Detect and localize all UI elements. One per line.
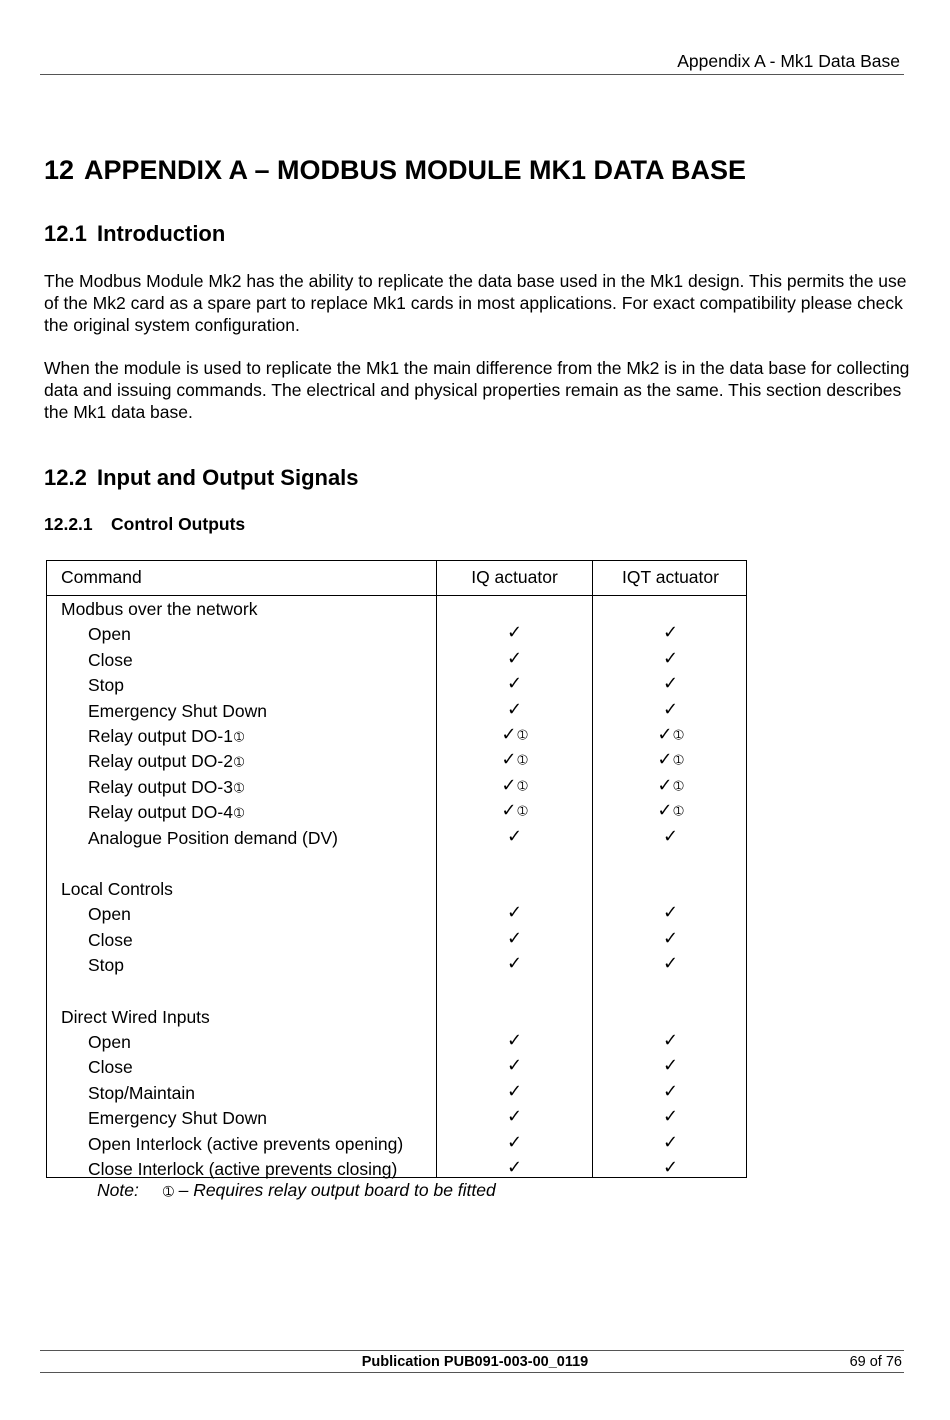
iqt-support-mark — [593, 902, 748, 923]
table-row — [47, 1157, 746, 1182]
command-text: Relay output DO-3 — [88, 776, 233, 797]
iq-support-mark — [437, 953, 592, 974]
section-title: Input and Output Signals — [97, 465, 359, 490]
footnote-marker: ➀ — [673, 753, 684, 768]
command-text: Emergency Shut Down — [88, 700, 267, 721]
subsection-title: Control Outputs — [111, 514, 246, 534]
check-icon: ✓ — [501, 749, 517, 771]
footnote-marker: ➀ — [233, 730, 244, 744]
iq-support-mark — [437, 699, 592, 720]
iq-support-mark — [437, 800, 592, 821]
footnote-marker: ➀ — [673, 728, 684, 742]
command-label — [88, 777, 244, 798]
iq-support-mark — [437, 1106, 592, 1127]
iqt-support-mark — [593, 1081, 748, 1102]
check-icon: ✓ — [506, 698, 523, 720]
check-icon: ✓ — [662, 622, 679, 644]
command-text: Relay output DO-1 — [88, 726, 233, 746]
command-label — [88, 904, 131, 925]
iqt-support-mark — [593, 1106, 748, 1127]
iqt-support-mark — [593, 1055, 748, 1076]
table-group-row — [47, 1005, 746, 1030]
subsection-heading — [44, 514, 245, 535]
iqt-support-mark — [593, 648, 748, 669]
check-icon: ✓ — [662, 1131, 679, 1153]
iq-support-mark — [437, 775, 592, 796]
section-heading-introduction — [44, 221, 225, 247]
table-row — [47, 953, 746, 978]
footnote-marker: ➀ — [233, 780, 244, 795]
intro-paragraph-2: When the module is used to replicate the Mk1 the main difference from the Mk2 is in the data base for collecting data and issuing commands. The electrical and physical properties remain as the same. This section describes the Mk1 data base. — [44, 358, 910, 422]
header-divider — [47, 595, 746, 596]
footnote-marker: ➀ — [673, 804, 684, 819]
iqt-support-mark — [593, 699, 748, 720]
iq-support-mark — [437, 724, 592, 745]
footnote-marker: ➀ — [517, 728, 528, 742]
check-icon: ✓ — [506, 902, 523, 924]
command-label — [88, 624, 131, 645]
command-label — [88, 1083, 195, 1104]
section-number: 12.2 — [44, 465, 87, 490]
iq-support-mark — [437, 648, 592, 669]
check-icon: ✓ — [662, 1157, 679, 1178]
check-icon: ✓ — [662, 673, 679, 695]
footer-rule-bottom — [40, 1372, 904, 1373]
iq-support-mark — [437, 826, 592, 847]
check-icon: ✓ — [662, 1106, 679, 1128]
page-header — [40, 50, 904, 75]
check-icon: ✓ — [662, 825, 679, 847]
iq-support-mark — [437, 749, 592, 770]
chapter-heading — [44, 155, 746, 186]
check-icon: ✓ — [662, 902, 679, 924]
check-icon: ✓ — [662, 647, 679, 669]
section-number: 12.1 — [44, 221, 87, 246]
group-title: Modbus over the network — [61, 599, 258, 619]
table-row — [47, 749, 746, 774]
command-label — [88, 726, 244, 747]
footnote-marker: ➀ — [233, 806, 244, 821]
iqt-support-mark — [593, 1132, 748, 1153]
command-text: Close Interlock (active prevents closing) — [88, 1159, 398, 1179]
iqt-support-mark — [593, 724, 748, 745]
check-icon: ✓ — [662, 1030, 679, 1051]
table-row — [47, 826, 746, 851]
iq-support-mark — [437, 1157, 592, 1178]
column-header-command: Command — [61, 567, 142, 587]
command-text: Emergency Shut Down — [88, 1108, 267, 1129]
check-icon: ✓ — [662, 927, 679, 949]
iqt-support-mark — [593, 622, 748, 643]
check-icon: ✓ — [506, 673, 523, 695]
check-icon: ✓ — [662, 1080, 679, 1102]
check-icon: ✓ — [506, 622, 523, 644]
command-label — [88, 1134, 403, 1155]
iqt-support-mark — [593, 775, 748, 796]
control-outputs-table — [46, 560, 747, 1178]
check-icon: ✓ — [657, 800, 673, 822]
command-label — [88, 1159, 397, 1180]
command-text: Open — [88, 624, 131, 645]
column-header-iq: IQ actuator — [471, 567, 558, 587]
check-icon: ✓ — [506, 1106, 523, 1128]
table-row — [47, 775, 746, 800]
table-row — [47, 928, 746, 953]
check-icon: ✓ — [506, 1080, 523, 1102]
publication-reference: Publication PUB091-003-00_0119 — [361, 1354, 589, 1370]
iqt-support-mark — [593, 953, 748, 974]
note-text: – Requires relay output board to be fitted — [173, 1180, 496, 1200]
iq-support-mark — [437, 1030, 592, 1051]
check-icon: ✓ — [501, 800, 517, 822]
table-row — [47, 1106, 746, 1131]
group-title: Local Controls — [61, 879, 173, 899]
iqt-support-mark — [593, 928, 748, 949]
check-icon: ✓ — [657, 774, 673, 796]
footnote-marker: ➀ — [673, 778, 684, 793]
chapter-title: APPENDIX A – MODBUS MODULE MK1 DATA BASE — [84, 155, 747, 185]
iq-support-mark — [437, 673, 592, 694]
iqt-support-mark — [593, 826, 748, 847]
note-label: Note: — [97, 1180, 139, 1200]
check-icon: ✓ — [501, 724, 517, 745]
check-icon: ✓ — [506, 825, 523, 847]
check-icon: ✓ — [657, 749, 673, 771]
footnote-marker: ➀ — [517, 804, 528, 819]
command-text: Relay output DO-2 — [88, 751, 233, 772]
subsection-number: 12.2.1 — [44, 514, 93, 534]
command-label — [88, 828, 338, 849]
iqt-support-mark — [593, 1157, 748, 1178]
command-label — [88, 701, 267, 722]
command-label — [88, 930, 133, 951]
command-label — [88, 650, 133, 671]
footer-rule-top — [40, 1350, 904, 1351]
command-text: Stop — [88, 675, 124, 696]
check-icon: ✓ — [662, 1055, 679, 1077]
command-text: Stop — [88, 955, 124, 976]
iqt-support-mark — [593, 1030, 748, 1051]
iq-support-mark — [437, 622, 592, 643]
footnote-marker: ➀ — [517, 753, 528, 768]
command-label — [88, 751, 244, 772]
iq-support-mark — [437, 1055, 592, 1076]
table-row — [47, 724, 746, 749]
section-heading-io — [44, 465, 359, 491]
table-note — [97, 1180, 496, 1201]
table-group-row — [47, 597, 746, 622]
table-row — [47, 648, 746, 673]
iqt-support-mark — [593, 749, 748, 770]
check-icon: ✓ — [506, 1055, 523, 1077]
table-row — [47, 902, 746, 927]
command-text: Open Interlock (active prevents opening) — [88, 1133, 404, 1154]
command-label — [88, 675, 124, 696]
section-title: Introduction — [97, 221, 226, 246]
table-row — [47, 1030, 746, 1055]
command-label — [88, 955, 124, 976]
command-text: Stop/Maintain — [88, 1082, 196, 1103]
iq-support-mark — [437, 1132, 592, 1153]
iqt-support-mark — [593, 673, 748, 694]
table-group-row — [47, 877, 746, 902]
check-icon: ✓ — [506, 927, 523, 949]
check-icon: ✓ — [506, 1030, 523, 1051]
intro-paragraph-1: The Modbus Module Mk2 has the ability to replicate the data base used in the Mk1 design. This permits the use of the Mk2 card as a spare part to replace Mk1 cards in most applications. For exact compatibility please check the original system configuration. — [44, 271, 907, 335]
iq-support-mark — [437, 928, 592, 949]
table-row — [47, 1132, 746, 1157]
footnote-marker: ➀ — [162, 1185, 174, 1200]
table-row — [47, 673, 746, 698]
check-icon: ✓ — [506, 647, 523, 669]
table-row — [47, 622, 746, 647]
check-icon: ✓ — [662, 698, 679, 720]
command-text: Open — [88, 1032, 131, 1052]
iq-support-mark — [437, 902, 592, 923]
footnote-marker: ➀ — [517, 778, 528, 793]
check-icon: ✓ — [657, 724, 673, 745]
command-text: Relay output DO-4 — [88, 802, 233, 823]
iqt-support-mark — [593, 800, 748, 821]
command-label — [88, 802, 244, 823]
check-icon: ✓ — [506, 953, 523, 975]
command-text: Open — [88, 904, 131, 925]
footnote-marker: ➀ — [233, 755, 244, 770]
command-text: Close — [88, 929, 133, 950]
iq-support-mark — [437, 1081, 592, 1102]
command-text: Close — [88, 1057, 133, 1078]
command-label — [88, 1032, 131, 1053]
group-title: Direct Wired Inputs — [61, 1006, 210, 1027]
command-text: Analogue Position demand (DV) — [88, 827, 339, 848]
table-row — [47, 1055, 746, 1080]
command-text: Close — [88, 649, 133, 670]
chapter-number: 12 — [44, 155, 75, 185]
check-icon: ✓ — [501, 774, 517, 796]
column-header-iqt: IQT actuator — [622, 567, 719, 587]
table-row — [47, 699, 746, 724]
table-row — [47, 1081, 746, 1106]
command-label — [88, 1108, 267, 1129]
running-title: Appendix A - Mk1 Data Base — [677, 51, 900, 71]
check-icon: ✓ — [662, 953, 679, 975]
table-row — [47, 800, 746, 825]
command-label — [88, 1057, 133, 1078]
check-icon: ✓ — [506, 1157, 523, 1178]
check-icon: ✓ — [506, 1131, 523, 1153]
page-number: 69 of 76 — [849, 1354, 902, 1370]
